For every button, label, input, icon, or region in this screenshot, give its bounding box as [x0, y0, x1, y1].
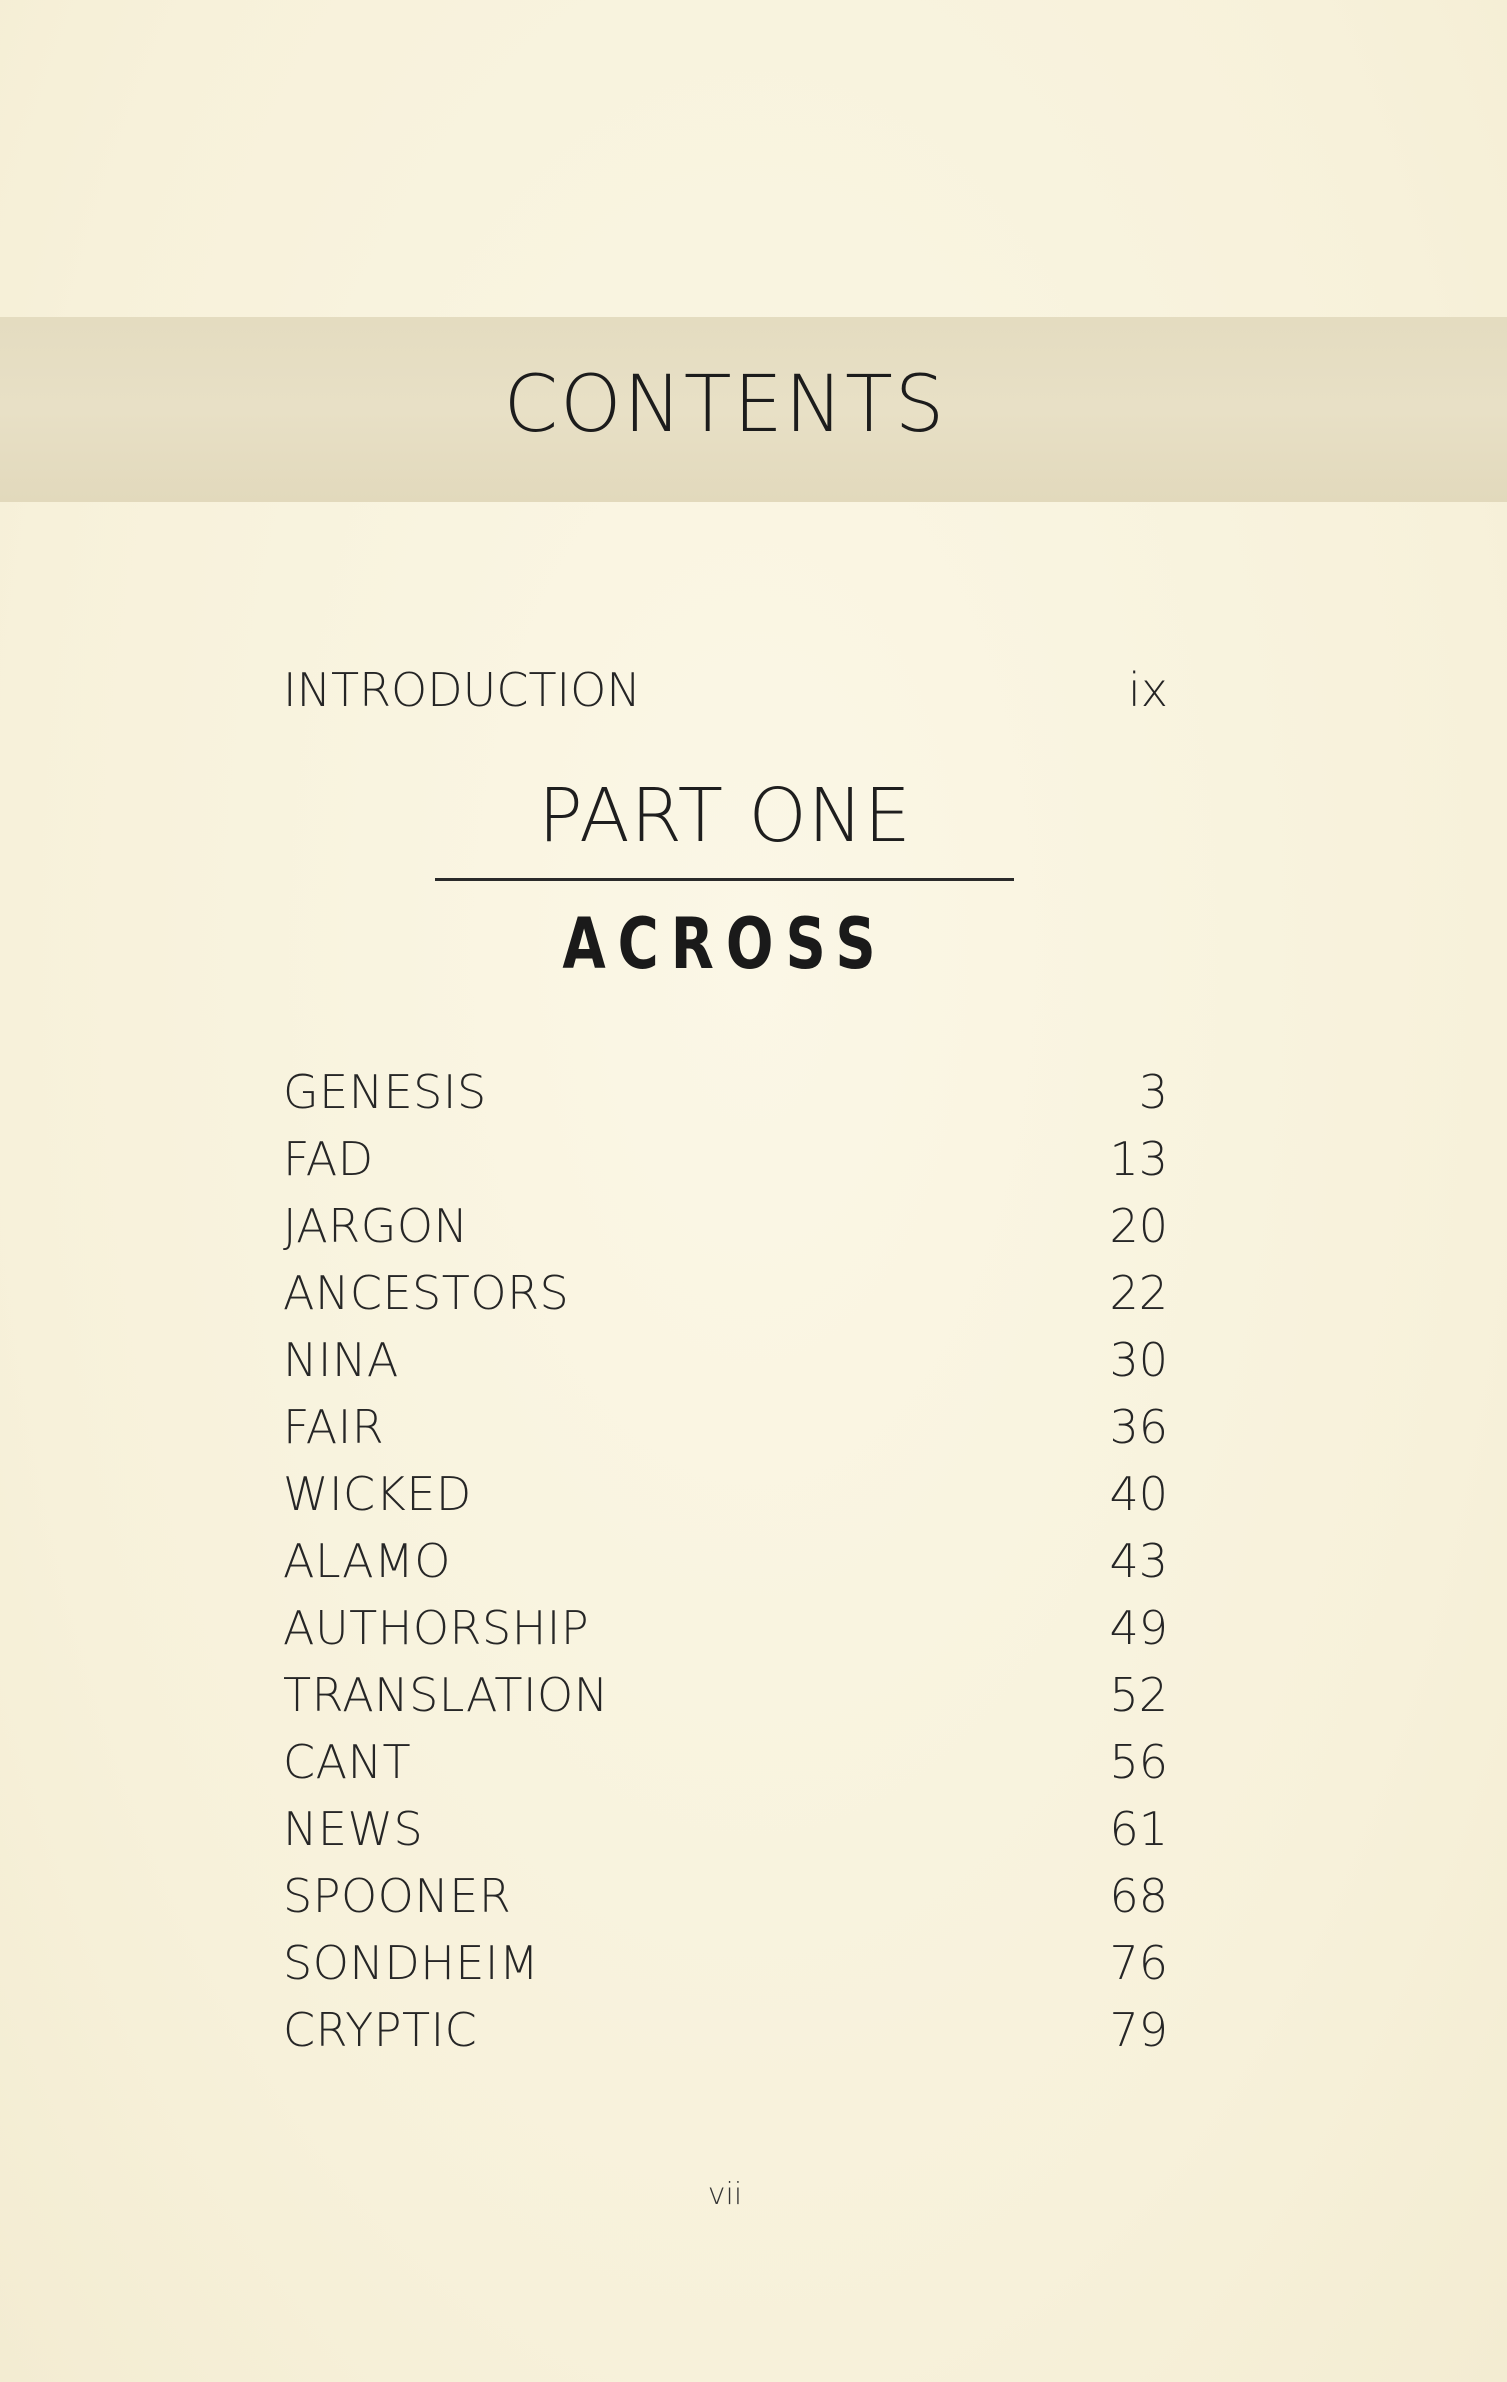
toc-entry-label: SPOONER: [283, 1869, 512, 1923]
toc-entry-page: 20: [1109, 1199, 1168, 1253]
toc-entry: [283, 1662, 1168, 1729]
toc-list: [283, 1059, 1168, 2064]
toc-entry: [283, 1394, 1168, 1461]
toc-entry-page: 30: [1109, 1333, 1168, 1387]
toc-entry: [283, 1461, 1168, 1528]
toc-entry: [283, 1930, 1168, 1997]
toc-entry-page: 76: [1109, 1936, 1168, 1990]
toc-entry-page: 3: [1138, 1065, 1168, 1119]
toc-entry-label: ANCESTORS: [283, 1266, 570, 1320]
toc-entry-page: 43: [1109, 1534, 1168, 1588]
toc-entry-introduction: [283, 660, 1168, 720]
page-number-folio: vii: [707, 2177, 743, 2212]
toc-entry-page: 52: [1109, 1668, 1168, 1722]
toc-entry: [283, 1796, 1168, 1863]
toc-entry-page: 22: [1109, 1266, 1168, 1320]
toc-entry-page: 79: [1109, 2003, 1168, 2057]
toc-entry-label: SONDHEIM: [283, 1936, 540, 1990]
toc-entry: [283, 1863, 1168, 1930]
toc-entry-page: 40: [1109, 1467, 1168, 1521]
toc-entry-page: 36: [1109, 1400, 1168, 1454]
toc-entry: [283, 1997, 1168, 2064]
toc-entry: [283, 1059, 1168, 1126]
toc-entry-label: ALAMO: [283, 1534, 452, 1588]
toc-entry: [283, 1327, 1168, 1394]
toc-entry-page: 13: [1109, 1132, 1168, 1186]
toc-entry-page: 56: [1109, 1735, 1168, 1789]
toc-entry-label: GENESIS: [283, 1065, 487, 1119]
toc-entry-page: 68: [1109, 1869, 1168, 1923]
toc-entry-label: NINA: [283, 1333, 399, 1387]
toc-entry: [283, 1595, 1168, 1662]
toc-entry-label: TRANSLATION: [283, 1668, 609, 1722]
toc-entry-label: CRYPTIC: [283, 2003, 478, 2057]
toc-entry-label: WICKED: [283, 1467, 472, 1521]
section-heading: ACROSS: [562, 903, 888, 985]
toc-entry: [283, 1729, 1168, 1796]
toc-entry-label: CANT: [283, 1735, 412, 1789]
part-heading: PART ONE: [538, 773, 912, 859]
toc-entry-label: FAD: [283, 1132, 374, 1186]
toc-entry-page: 49: [1109, 1601, 1168, 1655]
toc-entry: [283, 1260, 1168, 1327]
toc-entry-label: AUTHORSHIP: [283, 1601, 590, 1655]
toc-entry-label: INTRODUCTION: [283, 663, 641, 717]
toc-entry: [283, 1126, 1168, 1193]
toc-entry: [283, 1193, 1168, 1260]
toc-entry-page: 61: [1109, 1802, 1168, 1856]
toc-entry-label: NEWS: [283, 1802, 424, 1856]
part-divider-rule: [435, 878, 1014, 881]
page-title: CONTENTS: [503, 360, 947, 450]
toc-entry-label: JARGON: [283, 1199, 469, 1253]
toc-entry: [283, 1528, 1168, 1595]
toc-entry-page: ix: [1127, 663, 1168, 717]
toc-entry-label: FAIR: [283, 1400, 385, 1454]
